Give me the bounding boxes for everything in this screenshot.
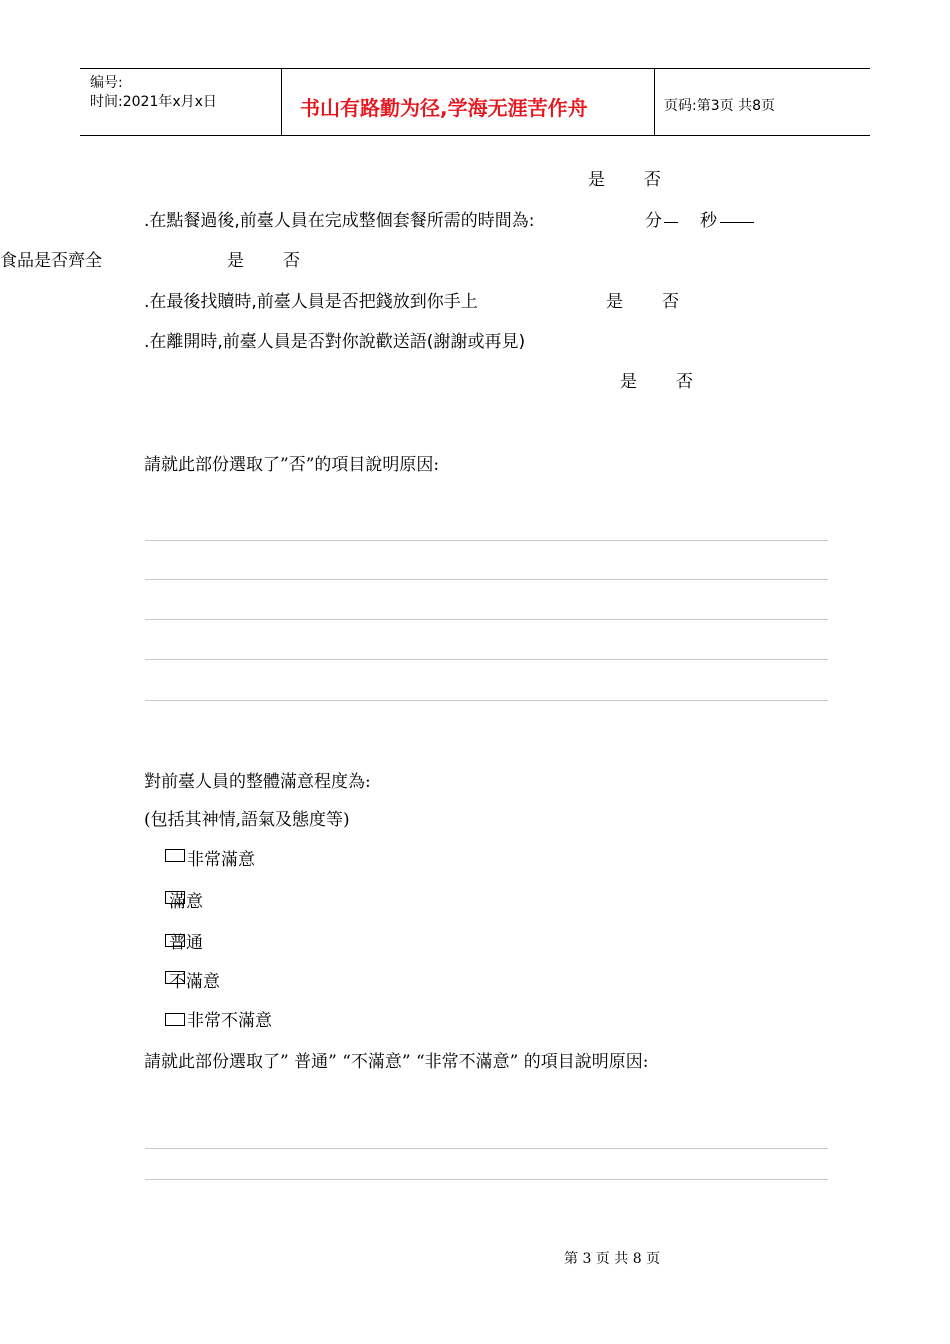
footer-page-number: 第 3 页 共 8 页 [564, 1251, 661, 1267]
header-number: 编号: [90, 75, 123, 91]
checkbox-very-dissatisfied[interactable] [165, 1013, 185, 1026]
checkbox-very-satisfied[interactable] [165, 849, 185, 862]
reason-negative-label: 請就此部份選取了” 普通” “不滿意” “非常不滿意” 的項目說明原因: [144, 1052, 649, 1072]
prev-question-yes: 是 [588, 170, 605, 190]
header-motto: 书山有路勤为径,学海无涯苦作舟 [300, 96, 588, 120]
reason-negative-line-1[interactable] [145, 1148, 828, 1149]
question-food-complete: 食品是否齊全 [0, 251, 102, 271]
satisfaction-subtitle: (包括其神情,語氣及態度等) [144, 810, 350, 830]
option-average: 普通 [169, 933, 203, 953]
question-service-time: .在點餐過後,前臺人員在完成整個套餐所需的時間為: [144, 211, 535, 231]
header-divider-left [281, 68, 282, 136]
header-divider-right [654, 68, 655, 136]
satisfaction-title: 對前臺人員的整體滿意程度為: [144, 772, 371, 792]
reason-no-line-3[interactable] [145, 619, 828, 620]
header-date: 时间:2021年x月x日 [90, 94, 217, 110]
header-page: 页码:第3页 共8页 [664, 98, 775, 114]
header-top-rule [80, 68, 870, 69]
question-farewell: .在離開時,前臺人員是否對你說歡送語(謝謝或再見) [144, 332, 526, 352]
reason-no-line-5[interactable] [145, 700, 828, 701]
option-very-satisfied: 非常滿意 [187, 850, 255, 870]
option-very-dissatisfied: 非常不滿意 [187, 1011, 272, 1031]
change-in-hand-no: 否 [662, 292, 679, 312]
change-in-hand-yes: 是 [606, 292, 623, 312]
time-minutes-blank [664, 222, 678, 223]
food-complete-yes: 是 [227, 251, 244, 271]
farewell-yes: 是 [620, 372, 637, 392]
farewell-no: 否 [676, 372, 693, 392]
reason-no-label: 請就此部份選取了”否”的項目說明原因: [144, 455, 440, 475]
option-satisfied: 滿意 [169, 892, 203, 912]
question-change-in-hand: .在最後找贖時,前臺人員是否把錢放到你手上 [144, 292, 478, 312]
reason-no-line-1[interactable] [145, 540, 828, 541]
reason-negative-line-2[interactable] [145, 1179, 828, 1180]
time-seconds-blank [720, 222, 754, 223]
prev-question-no: 否 [644, 170, 661, 190]
header-bottom-rule [80, 135, 870, 136]
food-complete-no: 否 [283, 251, 300, 271]
option-dissatisfied: 不滿意 [169, 972, 220, 992]
reason-no-line-2[interactable] [145, 579, 828, 580]
reason-no-line-4[interactable] [145, 659, 828, 660]
time-seconds-label: 秒 [700, 211, 717, 231]
time-minutes-label: 分 [645, 211, 662, 231]
